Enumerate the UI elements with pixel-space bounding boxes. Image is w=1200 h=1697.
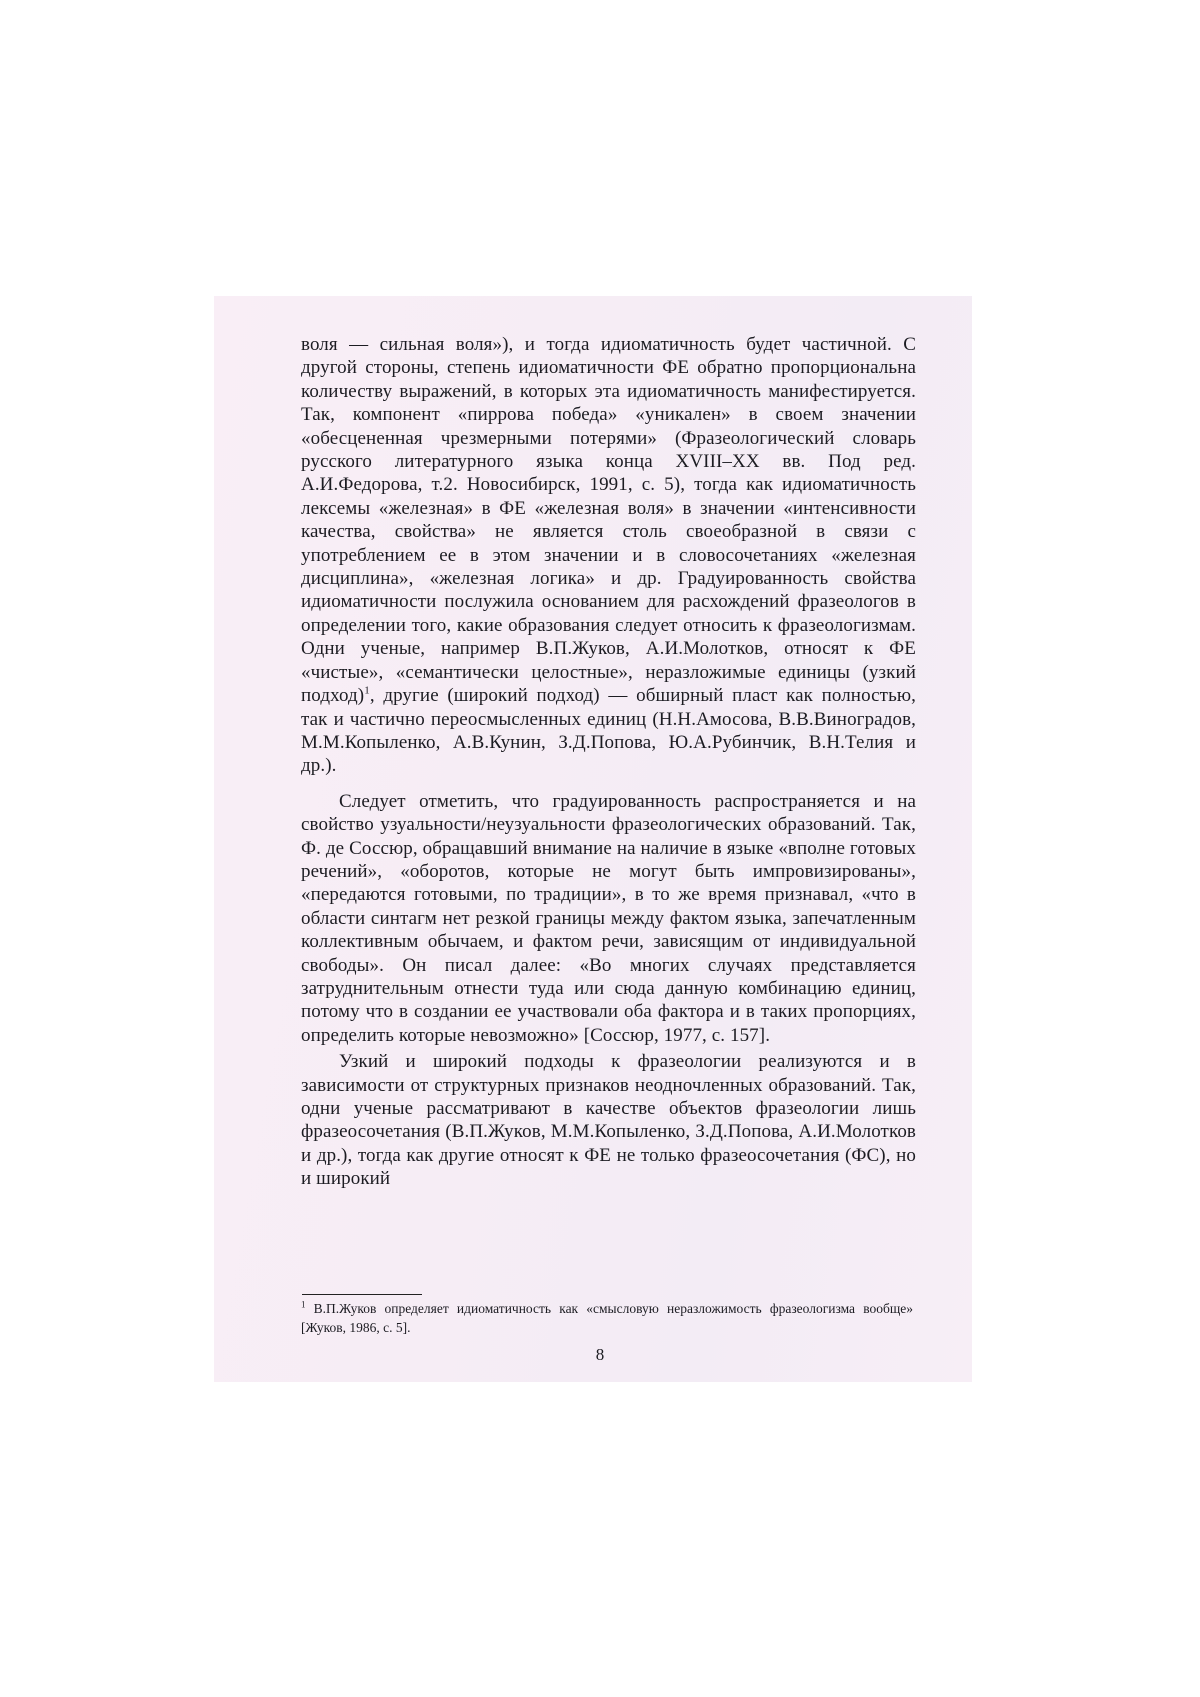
footnote-number: 1	[301, 1299, 306, 1310]
paragraph-3: Узкий и широкий подходы к фразеологии реализуются и в зависимости от структурных признаков неодночленных образований. Так, одни ученые рассматривают в качестве объектов фразеологии лишь фразеосочетания (В.П.Жуков, М.М.Копыленко, З.Д.Попова, А.И.Молотков и др.), тогда как другие относят к ФЕ не только фразеосочетания (ФС), но и широкий	[301, 1051, 916, 1190]
paragraph-1-tail: , другие (широкий подход) — обширный пласт как полностью, так и частично переосмысленных единиц (Н.Н.Амосова, В.В.Виноградов, М.М.Копыленко, А.В.Кунин, З.Д.Попова, Ю.А.Рубинчик, В.Н.Телия и др.).	[301, 685, 916, 777]
paragraph-2: Следует отметить, что градуированность распространяется и на свойство узуальности/неузуальности фразеологических образований. Так, Ф. де Соссюр, обращавший внимание на наличие в языке «вполне готовых речений», «оборотов, которые не могут быть импровизированы», «передаются готовыми, по традиции», в то же время признавал, «что в области синтагм нет резкой границы между фактом языка, запечатленным коллективным обычаем, и фактом речи, зависящим от индивидуальной свободы». Он писал далее: «Во многих случаях представляется затруднительным отнести туда или сюда данную комбинацию единиц, потому что в создании ее участвовали оба фактора и в таких пропорциях, определить которые невозможно» [Соссюр, 1977, с. 157].	[301, 790, 916, 1046]
body-text	[301, 333, 916, 1191]
footnote-reference[interactable]: 1	[364, 684, 370, 697]
footnote-divider	[302, 1294, 422, 1295]
paragraph-1-main: воля — сильная воля»), и тогда идиоматичность будет частичной. С другой стороны, степень идиоматичности ФЕ обратно пропорциональна количеству выражений, в которых эта идиоматичность манифестируется. Так, компонент «пиррова победа» «уникален» в своем значении «обесцененная чрезмерными потерями» (Фразеологический словарь русского литературного языка конца XVIII–XX вв. Под ред. А.И.Федорова, т.2. Новосибирск, 1991, с. 5), тогда как идиоматичность лексемы «железная» в ФЕ «железная воля» в значении «интенсивности качества, свойства» не является столь своеобразной в связи с употреблением ее в этом значении и в словосочетаниях «железная дисциплина», «железная логика» и др. Градуированность свойства идиоматичности послужила основанием для расхождений фразеологов в определении того, какие образования следует относить к фразеологизмам. Одни ученые, например В.П.Жуков, А.И.Молотков, относят к ФЕ «чистые», «семантически целостные», неразложимые единицы (узкий подход)	[301, 334, 916, 707]
footnote	[301, 1299, 913, 1337]
page-number: 8	[595, 1345, 605, 1364]
paragraph-1	[301, 333, 916, 778]
footnote-text: В.П.Жуков определяет идиоматичность как «смысловую неразложимость фразеологизма вообще» [Жуков, 1986, с. 5].	[301, 1301, 913, 1335]
